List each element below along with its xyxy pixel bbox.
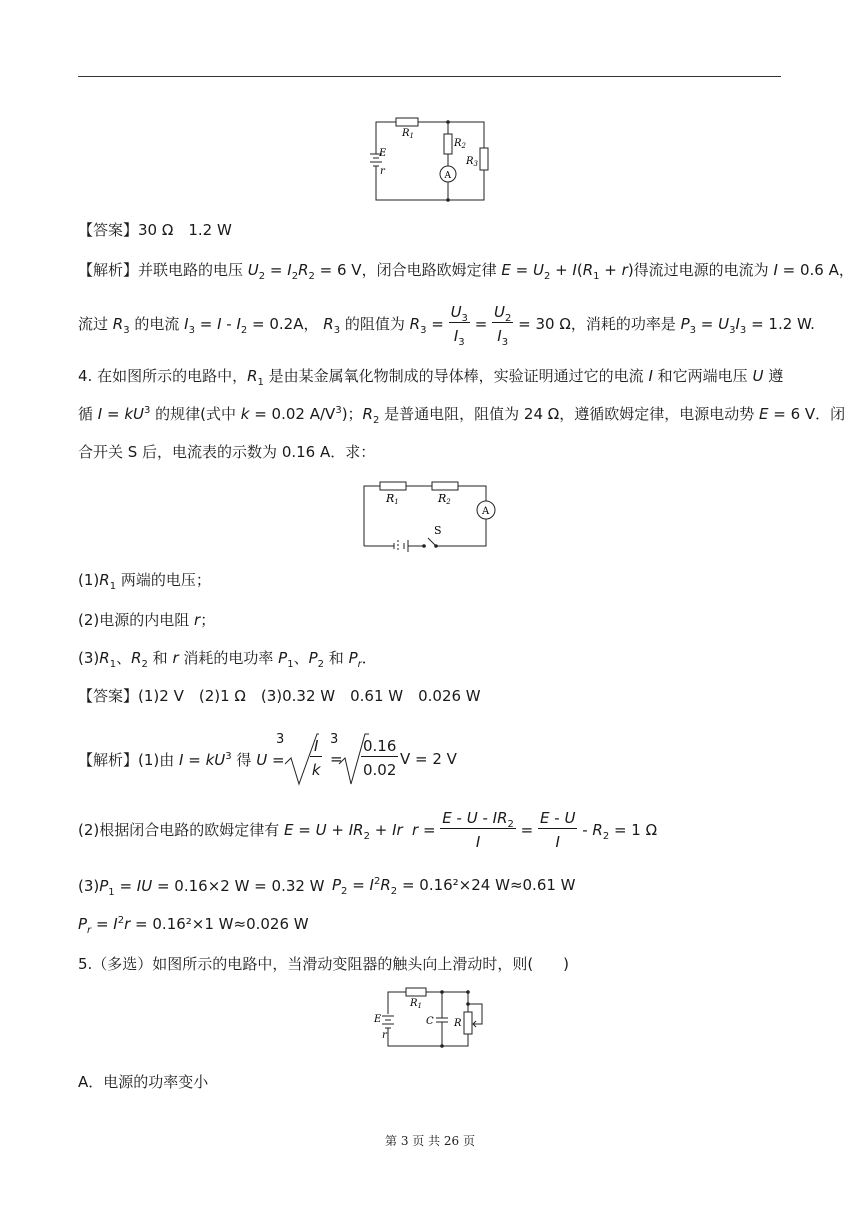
frac-u2-i2: $\frac{U_2}{I_3}$ (494, 303, 512, 348)
frac-r-1: $\frac{E - U - IR_2}{I}$ (442, 809, 514, 851)
root-index-1: 3 (276, 732, 285, 747)
frac-016-002: $\frac{0.16}{0.02}$ (363, 737, 397, 779)
frac-u3-i3: $\frac{U_3}{I_3}$ (450, 303, 468, 348)
q4-stem-line2: 循 $I = kU^3$ 的规律(式中 k = 0.02 $A/V^3$)；$R_2$ 是普通电阻，阻值为 24 Ω，遵循欧姆定律，电源电动势 E = 6 V．闭 (78, 405, 846, 426)
circuit-figure-1 (366, 112, 496, 208)
label-r3: $R_3$ (466, 156, 478, 168)
q3-answer: 【答案】30 Ω 1.2 W (78, 221, 232, 239)
q4-stem-line3: 合开关 S 后，电流表的示数为 0.16 A．求： (78, 443, 376, 461)
q3-analysis-line2: 流过 $R_3$ 的电流 $I_3 = I - I_2 = 0.2A$， $R_3$ 的阻值为 $R_3$ = $\frac{U_3}{I_3}$ = $\frac{U_2}{I_3}$ = 30 Ω，消耗的功率是 $P_3 = U_3I_3 = 1.2$ W. (78, 303, 815, 348)
q4-step2-formula: r = $\frac{E - U - IR_2}{I}$ = $\frac{E - U}{I}$ - $R_2 = 1$ Ω (412, 809, 658, 851)
label-switch: S (434, 524, 442, 537)
q4-sub1: $(1)R_1$ 两端的电压； (78, 571, 211, 592)
frac-i-k: $\frac{I}{k}$ (311, 737, 321, 779)
label-r2: R2 (438, 492, 451, 506)
label-r: r (382, 1030, 387, 1041)
label-r2: $R_2$ (454, 138, 466, 150)
q5-stem: 5.（多选）如图所示的电路中，当滑动变阻器的触头向上滑动时，则( ) (78, 955, 570, 973)
q5-option-a: A．电源的功率变小 (78, 1073, 209, 1091)
label-ammeter: A (444, 171, 451, 181)
q4-step1: 【解析】(1)由 $I = kU^3$ 得 U = (78, 751, 285, 769)
step1-result: V = 2 V (400, 750, 457, 768)
root-index-2: 3 (330, 732, 339, 747)
label-e: E (374, 1014, 382, 1025)
label-r-var: R (454, 1018, 462, 1029)
q4-step3-p2: $P_2 = I^2R_2 = 0.16^2\times 24$ W≈0.61 W (332, 876, 576, 897)
eq-sign-1: = (330, 750, 343, 768)
label-c: C (426, 1016, 434, 1027)
circuit-figure-2 (358, 476, 504, 552)
q4-answer: 【答案】(1)2 V (2)1 Ω (3)0.32 W 0.61 W 0.026 W (78, 687, 481, 705)
q4-step2: (2)根据闭合电路的欧姆定律有 $E = U + IR_2 + Ir$ (78, 821, 403, 842)
label-r1: $R_1$ (410, 998, 422, 1010)
label-r: r (380, 166, 385, 177)
header-rule (78, 76, 781, 77)
q3-analysis-line1: 【解析】并联电路的电压 $U_2 = I_2R_2 = 6$ V，闭合电路欧姆定律 $E = U_2 + I(R_1 + r)$得流过电源的电流为 I = 0.6 A， (78, 261, 854, 282)
circuit-diagram-3 (372, 984, 492, 1054)
circuit-diagram-2 (358, 476, 504, 552)
label-r1: $R_1$ (402, 128, 414, 140)
q4-step3: $(3)P_1$ = IU = 0.16×2 W = 0.32 W (78, 877, 325, 898)
label-e: E (379, 148, 387, 159)
label-r1: R1 (386, 492, 399, 506)
q4-stem-line1: 4. 在如图所示的电路中，$R_1$ 是由某金属氧化物制成的导体棒，实验证明通过它的电流 I 和它两端电压 U 遵 (78, 367, 784, 388)
q4-sub3: $(3)R_1$、$R_2$ 和 r 消耗的电功率 $P_1$、$P_2$ 和 $P_r$． (78, 649, 377, 670)
circuit-diagram-1 (366, 112, 496, 208)
circuit-figure-3 (372, 984, 492, 1054)
q4-step4: $P_r = I^2r = 0.16^2\times 1$ W≈0.026 W (78, 915, 309, 936)
q4-sub2: (2)电源的内电阻 r； (78, 611, 216, 629)
page-footer: 第 3 页 共 26 页 (385, 1134, 475, 1148)
frac-r-2: $\frac{E - U}{I}$ (540, 809, 576, 851)
label-ammeter: A (482, 506, 490, 517)
